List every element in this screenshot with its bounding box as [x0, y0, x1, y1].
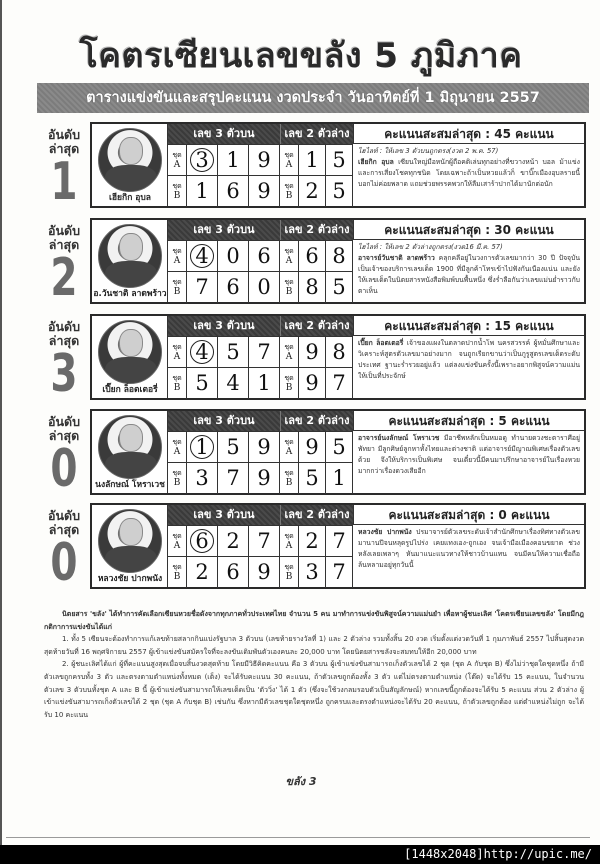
three-digit-a-3: 9 [249, 145, 280, 176]
three-digit-a-2: 5 [218, 432, 249, 463]
row-set-a [168, 144, 353, 175]
description-text: เซียนใหญ่มือหนักผู้ถือคติเล่นทุกอย่างที่ขวางหน้า บอล ม้าแข่ง และการเสี่ยงโชคทุกชนิด โดยเฉพาะถ้าเป็นหวยแล้วก็ ขาบิ๊กเมืองอุบลรายนี้บอกไม่ค่อยพลาด แถมช่วยพรรคพวกให้ลืมเสาร้าปากได้มานักต่อนัก [358, 158, 580, 188]
rule-1: 1. ทั้ง 5 เซียนจะต้องทำการแก้เลขท้ายสลากกินแบ่งรัฐบาล 3 ตัวบน (เลขท้ายรางวัลที่ 1) และ 2 ตัวล่าง รวมทั้งสิ้น 20 งวด เริ่มตั้งแต่งวดวันที่ 1 กุมภาพันธ์ 2557 ไปสิ้นสุดงวดสุดท้ายวันที่ 16 พฤศจิกายน 2557 ผู้เข้าแข่งขันสมัครใจที่จะลงขันเดิมพันตัวเองคนละ 20,000 บาท โดยนิตยสารขลังจะสมทบให้อีก 20,000 บาท [44, 635, 584, 656]
header-two-bottom: เลข 2 ตัวล่าง [280, 505, 353, 525]
highlight-text: ไฮไลท์ : ให้เลข 2 ตัวล่างถูกตรง(งวด16 มี.ค. 57) [358, 243, 503, 251]
contestant-photo [98, 509, 162, 573]
description-name: หลวงชัย ปากพนัง [358, 528, 412, 536]
contestant-card [90, 503, 586, 589]
contestant-name: อ.วันชาติ ลาดพร้าว [93, 289, 167, 299]
row-set-b [168, 271, 353, 302]
portrait-body-icon [105, 452, 157, 479]
three-digit-b-1: 5 [187, 368, 218, 399]
set-label-b: ชุด B [280, 463, 299, 494]
rank-number: 2 [50, 248, 78, 308]
rank-label: อันดับ ล่าสุด [47, 127, 81, 156]
set-label-b: ชุด B [168, 557, 187, 588]
contestant-card [90, 218, 586, 304]
row-set-b [168, 367, 353, 398]
photo-cell [92, 220, 168, 302]
set-label-a: ชุด A [168, 145, 187, 176]
contestant-photo [98, 320, 162, 384]
highlight-text: ไฮไลท์ : ให้เลข 3 ตัวบนถูกตรง(งวด 2 พ.ค. 57) [358, 147, 499, 155]
header-three-top: เลข 3 ตัวบน [168, 220, 280, 240]
rank-label: อันดับ ล่าสุด [47, 414, 81, 443]
header-three-top: เลข 3 ตัวบน [168, 505, 280, 525]
three-digit-b-1: 2 [187, 557, 218, 588]
two-digit-a-1: 9 [299, 432, 326, 463]
two-digit-b-2: 7 [326, 557, 353, 588]
contestant-photo [98, 415, 162, 479]
contestant-card [90, 314, 586, 400]
contestant-name: เฮียกิก อุบล [108, 193, 152, 203]
score-title: คะแนนสะสมล่าสุด : 5 คะแนน [353, 411, 584, 431]
portrait-face-icon [119, 518, 143, 546]
contestant-photo [98, 224, 162, 288]
page-number: ขลัง 3 [285, 775, 317, 788]
three-digit-b-3: 9 [249, 176, 280, 207]
header-two-bottom: เลข 2 ตัวล่าง [280, 411, 353, 431]
rules-intro: นิตยสาร 'ขลัง' ได้ทำการคัดเลือกเซียนหวยชื่อดังจากทุกภาคทั่วประเทศไทย จำนวน 5 คน มาทำการแข่งขันพิสูจน์ความแม่นยำ เพื่อหาผู้ชนะเลิศ 'โคตรเซียนเลขขลัง' โดยมีกฎกติกาการแข่งขันได้แก่ [44, 610, 584, 631]
rule-2: 2. ผู้ชนะเลิศได้แก่ ผู้ที่คะแนนสูงสุดเมื่อจบสิ้นงวดสุดท้าย โดยมีวิธีคิดคะแนน คือ 3 ตัวบน ผู้เข้าแข่งขันสามารถเก็งตัวเลขได้ 2 ชุด (ชุด A กับชุด B) ซึ่งไม่ว่าชุดใดชุดหนึ่ง ถ้ามีตัวเลขถูกครบทั้ง 3 ตัว และตรงตามตำแหน่งทั้งหมด (เต็ง) จะได้รับคะแนน 30 คะแนน, ถ้าตัวเลขถูกต้องทั้ง 3 ตัว แต่ไม่ตรงตามตำแหน่ง (โต๊ด) จะได้รับ 15 คะแนน, ในจำนวนตัวเลข 3 ตัวบนทั้งชุด A และ B นี้ ผู้เข้าแข่งขันสามารถให้เลขเด็ดเป็น 'ตัววิ่ง' ได้ 1 ตัว (ซึ่งจะใช้วงกลมรอบตัวเป็นสัญลักษณ์) หากเลขนี้ถูกต้องจะได้รับ 5 คะแนน ส่วน 2 ตัวล่าง ผู้เข้าแข่งขันสามารถเก็งตัวเลขได้ 2 ชุด (ชุด A กับชุด B) เช่นกัน ซึ่งหากมีตัวเลขชุดใดชุดหนึ่ง ถูกครบและตรงตำแหน่งจะได้รับ 20 คะแนน, ถ้าตัวเลขถูกต้อง แต่ตำแหน่งไม่ถูก จะได้รับ 10 คะแนน [44, 660, 584, 719]
set-label-b: ชุด B [168, 368, 187, 399]
portrait-face-icon [119, 329, 143, 357]
contestant-description [358, 338, 580, 398]
contestant-block [2, 499, 600, 591]
three-digit-b-2: 6 [218, 176, 249, 207]
portrait-body-icon [105, 261, 157, 288]
header-two-bottom: เลข 2 ตัวล่าง [280, 316, 353, 336]
two-digit-b-1: 5 [299, 463, 326, 494]
two-digit-a-2: 8 [326, 337, 353, 368]
row-set-a [168, 336, 353, 367]
three-digit-a-2: 2 [218, 526, 249, 557]
score-title: คะแนนสะสมล่าสุด : 30 คะแนน [353, 220, 584, 240]
three-digit-b-2: 6 [218, 272, 249, 303]
three-digit-a-1: 6 [187, 526, 218, 557]
contestant-block [2, 405, 600, 497]
photo-cell [92, 505, 168, 587]
set-label-b: ชุด B [168, 463, 187, 494]
portrait-face-icon [119, 137, 143, 165]
two-digit-b-1: 9 [299, 368, 326, 399]
description-text: คลุกคลีอยู่ในวงการตัวเลขมากว่า 30 ปี ปัจจุบันเป็นเจ้าของบริการเลขเด็ด 1900 ที่มีลูกค้าโทรเข้าไปฟังกันเนืองแน่น และยังให้เลขเด็ดในนิตยสารหนังสือพิมพ์บนพื้นหนึ่ง ซึ่งร่ำลือกันว่าเลขแม่นย่ำราวกับตาเห็น [358, 254, 580, 295]
row-set-b [168, 175, 353, 206]
set-label-a: ชุด A [280, 337, 299, 368]
contestant-card [90, 409, 586, 495]
rank-number: 0 [50, 439, 78, 499]
rank-number: 3 [50, 344, 78, 404]
two-digit-a-1: 6 [299, 241, 326, 272]
three-digit-a-1: 4 [187, 241, 218, 272]
portrait-face-icon [119, 424, 143, 452]
contestant-description [358, 146, 580, 206]
set-label-b: ชุด B [280, 368, 299, 399]
three-digit-a-3: 7 [249, 337, 280, 368]
header-three-top: เลข 3 ตัวบน [168, 316, 280, 336]
two-digit-b-2: 5 [326, 272, 353, 303]
rank-label: อันดับ ล่าสุด [47, 319, 81, 348]
three-digit-b-1: 3 [187, 463, 218, 494]
three-digit-a-1: 4 [187, 337, 218, 368]
photo-cell [92, 124, 168, 206]
page-title: โคตรเซียนเลขขลัง 5 ภูมิภาค [79, 36, 523, 76]
three-digit-a-2: 1 [218, 145, 249, 176]
three-digit-b-2: 4 [218, 368, 249, 399]
set-label-a: ชุด A [168, 241, 187, 272]
three-digit-b-3: 0 [249, 272, 280, 303]
three-digit-a-3: 6 [249, 241, 280, 272]
header-three-top: เลข 3 ตัวบน [168, 124, 280, 144]
description-text: มีอาชีพหลักเป็นหมอดู ทำนายดวงชะตาราศีอยู่พัทยา มีลูกศิษย์ลูกหาทั้งไทยและต่างชาติ แต่อาจารย์มีญาณพิเศษเรื่องตัวเลขด้วย จึงให้บริการเป็นพิเศษ จนเดี๋ยวนี้มีคนมาปรึกษาอาจารย์ในเรื่องหวยมากกว่าเรื่องดวงเสียอีก [358, 434, 580, 475]
two-digit-a-1: 9 [299, 337, 326, 368]
set-label-b: ชุด B [168, 272, 187, 303]
row-set-a [168, 240, 353, 271]
header-two-bottom: เลข 2 ตัวล่าง [280, 220, 353, 240]
divider [6, 837, 590, 838]
two-digit-a-2: 5 [326, 145, 353, 176]
two-digit-b-1: 3 [299, 557, 326, 588]
three-digit-b-3: 9 [249, 463, 280, 494]
contestant-photo [98, 128, 162, 192]
contestant-description [358, 527, 580, 587]
three-digit-b-1: 7 [187, 272, 218, 303]
three-digit-b-1: 1 [187, 176, 218, 207]
rank-label: อันดับ ล่าสุด [47, 508, 81, 537]
description-name: เฮียกิก อุบล [358, 158, 394, 166]
row-set-b [168, 556, 353, 587]
score-title: คะแนนสะสมล่าสุด : 45 คะแนน [353, 124, 584, 144]
contestant-name: เปี๊ยก ล็อตเตอรี่ [102, 385, 158, 395]
set-label-b: ชุด B [168, 176, 187, 207]
two-digit-a-2: 5 [326, 432, 353, 463]
two-digit-b-1: 2 [299, 176, 326, 207]
photo-cell [92, 411, 168, 493]
portrait-body-icon [105, 165, 157, 192]
score-title: คะแนนสะสมล่าสุด : 15 คะแนน [353, 316, 584, 336]
three-digit-a-2: 5 [218, 337, 249, 368]
description-name: เปี๊ยก ล็อตเตอรี่ [358, 339, 404, 347]
three-digit-b-2: 6 [218, 557, 249, 588]
contestant-block [2, 310, 600, 402]
score-title: คะแนนสะสมล่าสุด : 0 คะแนน [353, 505, 584, 525]
contestant-block [2, 118, 600, 210]
contestant-name: นงลักษณ์ โหราเวช [95, 480, 165, 490]
three-digit-a-3: 9 [249, 432, 280, 463]
rank-number: 1 [50, 152, 78, 212]
two-digit-b-2: 7 [326, 368, 353, 399]
header-three-top: เลข 3 ตัวบน [168, 411, 280, 431]
set-label-a: ชุด A [168, 337, 187, 368]
set-label-a: ชุด A [280, 432, 299, 463]
three-digit-a-1: 1 [187, 432, 218, 463]
three-digit-b-3: 9 [249, 557, 280, 588]
rank-label: อันดับ ล่าสุด [47, 223, 81, 252]
row-set-a [168, 431, 353, 462]
two-digit-a-2: 7 [326, 526, 353, 557]
contestant-description [358, 242, 580, 302]
set-label-a: ชุด A [280, 526, 299, 557]
row-set-a [168, 525, 353, 556]
three-digit-b-2: 7 [218, 463, 249, 494]
description-name: อาจารย์นงลักษณ์ โหราเวช [358, 434, 440, 442]
contestant-block [2, 214, 600, 306]
image-watermark: [1448x2048]http://upic.me/ [404, 847, 592, 861]
subtitle-banner: ตารางแข่งขันและสรุปคะแนน งวดประจำ วันอาทิตย์ที่ 1 มิถุนายน 2557 [37, 83, 589, 113]
two-digit-b-2: 5 [326, 176, 353, 207]
row-set-b [168, 462, 353, 493]
two-digit-b-2: 1 [326, 463, 353, 494]
three-digit-b-3: 1 [249, 368, 280, 399]
portrait-face-icon [119, 233, 143, 261]
contestant-description [358, 433, 580, 493]
photo-cell [92, 316, 168, 398]
three-digit-a-2: 0 [218, 241, 249, 272]
set-label-b: ชุด B [280, 272, 299, 303]
three-digit-a-3: 7 [249, 526, 280, 557]
rank-number: 0 [50, 533, 78, 593]
set-label-a: ชุด A [280, 145, 299, 176]
portrait-body-icon [105, 546, 157, 573]
two-digit-a-2: 8 [326, 241, 353, 272]
description-name: อาจารย์วันชาติ ลาดพร้าว [358, 254, 435, 262]
contestant-card [90, 122, 586, 208]
three-digit-a-1: 3 [187, 145, 218, 176]
description-text: ปรมาจารย์ตัวเลขระดับเจ้าสำนักศึกษาเรื่องทิศทางตัวเลขมานานปีจนหลุดรูปไปร่ง เคยแทงเอง-ถูกเอง จนเจ้ามือเมืองคอนขยาด ช่วงหลังเลยเพลาๆ หันมาแนะแนวทางให้ชาวบ้านแทน จนมีคนให้ความเชื่อถือล้นหลามอยู่ทุกวันนี้ [358, 528, 580, 569]
set-label-b: ชุด B [280, 557, 299, 588]
two-digit-a-1: 2 [299, 526, 326, 557]
rules-section [44, 608, 584, 721]
set-label-a: ชุด A [168, 526, 187, 557]
header-two-bottom: เลข 2 ตัวล่าง [280, 124, 353, 144]
description-text: เจ้าของแผงในตลาดปากน้ำโพ นครสวรรค์ ผู้หมั่นศึกษาและวิเคราะห์สูตรตัวเลขมาอย่างมาก จนถูกเรียกขานว่าเป็นกูรูสูตรเลขเด็ดระดับประเทศ ฐานะร่ำรวยอยู่แล้ว แต่ลงแข่งขันครั้งนี้เพราะอยากพิสูจน์ความแม่นให้เป็นที่ประจักษ์ [358, 339, 580, 380]
set-label-a: ชุด A [168, 432, 187, 463]
two-digit-a-1: 1 [299, 145, 326, 176]
portrait-body-icon [105, 357, 157, 384]
contestant-name: หลวงชัย ปากพนัง [97, 574, 163, 584]
set-label-b: ชุด B [280, 176, 299, 207]
set-label-a: ชุด A [280, 241, 299, 272]
two-digit-b-1: 8 [299, 272, 326, 303]
